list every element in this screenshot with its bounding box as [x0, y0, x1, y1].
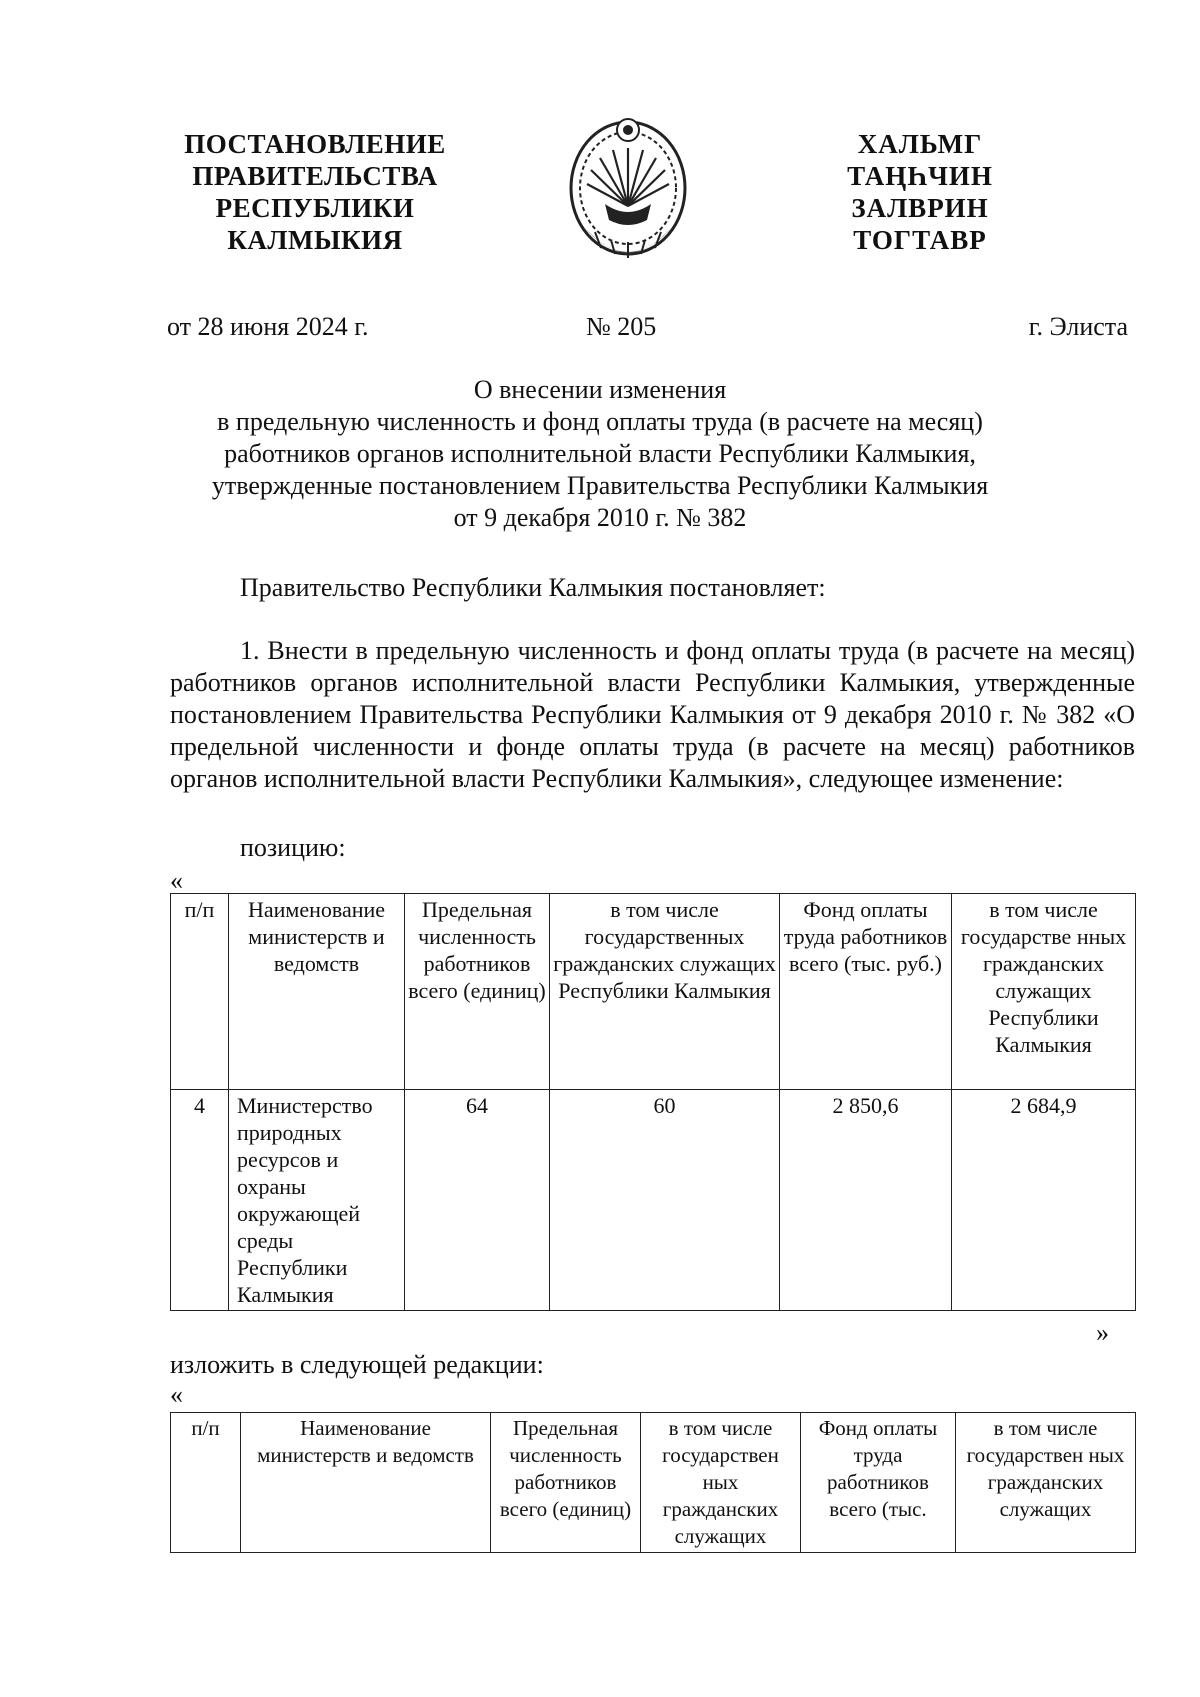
current-position-table [170, 893, 1136, 1311]
paragraph-1: 1. Внести в предельную численность и фонд оплаты труда (в расчете на месяц) работников органов исполнительной власти Республики Калмыкия, утвержденные постановлением Правительства Республики Калмыкия от 9 декабря 2010 г. № 382 «О предельной численности и фонде оплаты труда (в расчете на месяц) работников органов исполнительной власти Республики Калмыкия», следующее изменение: [170, 636, 1135, 793]
title-line: работников органов исполнительной власти Республики Калмыкия, [224, 439, 976, 468]
header-left-line: КАЛМЫКИЯ [227, 225, 403, 255]
table-cell: 2 850,6 [780, 1090, 952, 1311]
open-quote-2: « [170, 1380, 183, 1409]
header-right-title [810, 128, 1030, 256]
table-cell: Министерство природных ресурсов и охраны окружающей среды Республики Калмыкия [229, 1090, 405, 1311]
table-header-cell: Наименование министерств и ведомств [241, 1413, 491, 1553]
close-quote: » [1096, 1318, 1109, 1347]
table-cell: 64 [405, 1090, 550, 1311]
table-header-cell: Предельная численность работников всего (единиц) [491, 1413, 641, 1553]
table-header-cell: п/п [171, 894, 229, 1090]
kalmykia-coat-of-arms-icon [565, 108, 691, 272]
edit-label: изложить в следующей редакции: [170, 1350, 544, 1379]
table-cell: 60 [550, 1090, 780, 1311]
table-header-cell: в том числе государствен ных гражданских служащих [641, 1413, 801, 1553]
header-left-title [150, 128, 480, 256]
table-header-cell: Фонд оплаты труда работников всего (тыс. [801, 1413, 956, 1553]
table-header-cell: Наименование министерств и ведомств [229, 894, 405, 1090]
title-line: в предельную численность и фонд оплаты труда (в расчете на месяц) [217, 407, 983, 436]
header-right-line: ХАЛЬМГ [857, 129, 983, 159]
table-header-cell: п/п [171, 1413, 241, 1553]
table-header-cell: в том числе государстве нных гражданских служащих Республики Калмыкия [952, 894, 1136, 1090]
header-right-line: ТАҢҺЧИН [847, 161, 993, 191]
table-header-cell: Фонд оплаты труда работников всего (тыс. руб.) [780, 894, 952, 1090]
table-header-row [171, 1413, 1136, 1553]
title-line: утвержденные постановлением Правительства Республики Калмыкия [211, 471, 989, 500]
table-cell: 2 684,9 [952, 1090, 1136, 1311]
open-quote: « [170, 866, 183, 895]
position-label: позицию: [240, 833, 346, 862]
title-line: О внесении изменения [473, 375, 727, 404]
table-cell: 4 [171, 1090, 229, 1311]
table-header-row [171, 894, 1136, 1090]
header-right-line: ТОГТАВР [853, 225, 987, 255]
table-header-cell: Предельная численность работников всего (единиц) [405, 894, 550, 1090]
table-header-cell: в том числе государствен ных гражданских служащих [956, 1413, 1136, 1553]
intro-text: Правительство Республики Калмыкия постановляет: [240, 573, 826, 602]
document-number: № 205 [586, 312, 657, 341]
header-left-line: ПОСТАНОВЛЕНИЕ [184, 129, 446, 159]
title-line: от 9 декабря 2010 г. № 382 [453, 503, 747, 532]
document-date: от 28 июня 2024 г. [167, 312, 369, 341]
new-edition-table [170, 1412, 1136, 1553]
header-left-line: РЕСПУБЛИКИ [215, 193, 415, 223]
document-title [170, 374, 1030, 534]
table-header-cell: в том числе государственных гражданских служащих Республики Калмыкия [550, 894, 780, 1090]
header-left-line: ПРАВИТЕЛЬСТВА [192, 161, 438, 191]
header-right-line: ЗАЛВРИН [851, 193, 989, 223]
table-row [171, 1090, 1136, 1311]
document-city: г. Элиста [1028, 312, 1128, 341]
